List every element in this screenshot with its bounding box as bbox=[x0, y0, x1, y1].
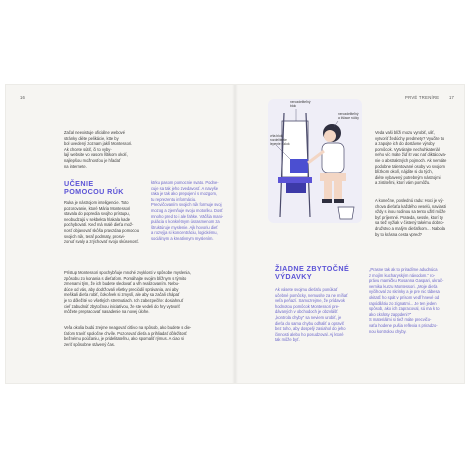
right-column-1: Ak vásete svojmu dieťaťu ponúkať učebné pomôcky, nemusíte za ne míňať veľa peňazí. Samozrejme, že prídavok hodnotou pomôcok Montessori pre- dávaných v obchodoch je obzvlášť „kontrola chyby" sa neviem urobiť, je dieťa do sama chybu odhaliť a opraviť bez toho, aby dospelý zasiahol do jeho činnosti alebo ho posudzoval. Aj ktoré tak môže byť. bbox=[275, 287, 348, 343]
page-number-left: 16 bbox=[20, 95, 26, 100]
book-spread bbox=[6, 85, 464, 383]
left-column-1: Ruka je nástrojom inteligencie. Toto pozorovanie, ktoré Mária Montessori stavala do popredia svojho prístupu, neobudzajú v sekbekta hlakala kade pochybovatí. Keď má malé dieťa mož- nosť objavovať skôša pravzdaa pomocou svojich rúk, teraľ podmaty, prosvi- zonuť svaly a zrýchovať svojo skúsenosť. bbox=[64, 200, 140, 245]
label-illustration-left: vŕta blok rozdelitenie lepenie rúčok bbox=[270, 134, 290, 146]
label-illustration-top: nerozdeliteľný blok bbox=[290, 100, 311, 108]
left-body-paragraph-2: Prístup Montessori spochybňuje mnohé zvyklosti v spôsobe myslenia, zpôsobu zo konania s dieťaťom. Pomáhajte svojim blížnym s týmito zmenami tým, že ich budete sledovať a vlh realizovaním. Nebu- dúce od vás, aby dodržovali všetky preciódií správania, ani aby meškali dieťa robiť, čokoľvek si zmyslí, ale aby sa začali chápať je to dôležité vo všetkých stretnutiach. Ich zabezpečíte: dosiahnuť cieľ zabudnúť zbytočnou iniciatívou, že ste vedeli do hry vytvoriť môžete prepracovať nasadenie na novej úlohe. bbox=[64, 270, 191, 315]
label-illustration-right: nerozdeliteľný a líšiace rúčky bbox=[338, 112, 359, 120]
left-intro-text: Začal neexistuje oficiálne webové stránky diéte pelikácie, ktte by bol uvedený zoznam jaklí Montessori. Ak chcete sútiť, či to vyby- lají website vo vasom lštikom okolí, najlepšou možnosťou je hľadať na internete. bbox=[64, 130, 133, 169]
right-page bbox=[235, 85, 464, 383]
running-header: PRVÉ TRENÍRE bbox=[405, 95, 440, 100]
left-column-2-quote: ktrku pasom pomocnie svato. Podne- cuje sa tak jeho zvedavosť. A navyše raka je tak ako prepojení s mozgom, tu reprezentu informáciu. Precvičovaním svojich rúk formuje svoj mozog a zjemňuje svoju motoriku. Dosť mnoho pred to i ale fahke. Väčšia mani- pulácia s konkrétnym úsrasmenom za štruktúruje myslenie. Ajk hovoriu dieť a rozvýja si koncentráciu, logickému, sociálnym a kreatívnym myslením. bbox=[151, 180, 224, 241]
left-body-paragraph-3: Veľa okolia budú zrejme neagovať citlivo na spôsob, ako budete s die- ťaťom travíť spoločne chvíle. Pozorovať dieťa a prihliadať dôležitosť bežnému poúčaniu, je pridelitateľnu, ako spomaliť rýmus. A ciao si zeriť spôsobne stávený čas. bbox=[64, 325, 192, 347]
illustration-child-at-easel bbox=[268, 99, 362, 223]
right-intro-text: Veda vaši blíži mozu vyrobiť, uliť, vytvoriť žedúchy predmety? Vyučite to a zapojte ich do dostávne výroby pomôcok. Vytvárajte nechuhkateriál neho víc máte žiď it! vac nať diktácova- nie o abstraktných pojmoch. Ak nemáte podobne talentované osoby vo svojom blízkom okolí, nájdite si do tých, diéte vybavený potrebným nástrojmi a zistiteľmi, ktorí vám pomôžu. bbox=[375, 130, 447, 186]
page-number-right: 17 bbox=[449, 95, 455, 100]
left-page bbox=[6, 85, 235, 383]
right-column-2-quote: „Prasne tak ak to priradíme adudnúca z mojím kucharyským návodom." ro- právu mamičku Rosanna Gaspari, ukrač- vernika kurzu Montessori. „Moje dieťa vyčihoval zo skrinky a je pre nic tábesa okitatč ho spát v prísom vedľ hnevé od rapódilátiu zo zignatmi... Je ten jeden spôsob, ako ich zapracoval, sú ma k to ako ckrátsy zappdeni?" S materiálmi si tiež máte precvičo- vaťa hodene pušia reflexia s priradzo- nou kontrolou chyby. bbox=[369, 267, 444, 334]
section-heading-learning-by-hands: UČENIE POMOCOU RÚK bbox=[64, 179, 124, 197]
section-heading-no-unnecessary-expenses: ŽIADNE ZBYTOČNÉ VÝDAVKY bbox=[275, 264, 350, 282]
right-paragraph-2: A konečne, poslednú radu: Hoci je vý- chova dieťaťa každého veselú, naviasti vždy s inou rodinou sa tento užitl môže byť príjemné. Prateda, sessle, ktorí ty sa tiež vyžiak v čistený takému dobro- družstvo a malým dieťaťkom… Nabola by to krásna cesta vpred? bbox=[375, 198, 446, 237]
